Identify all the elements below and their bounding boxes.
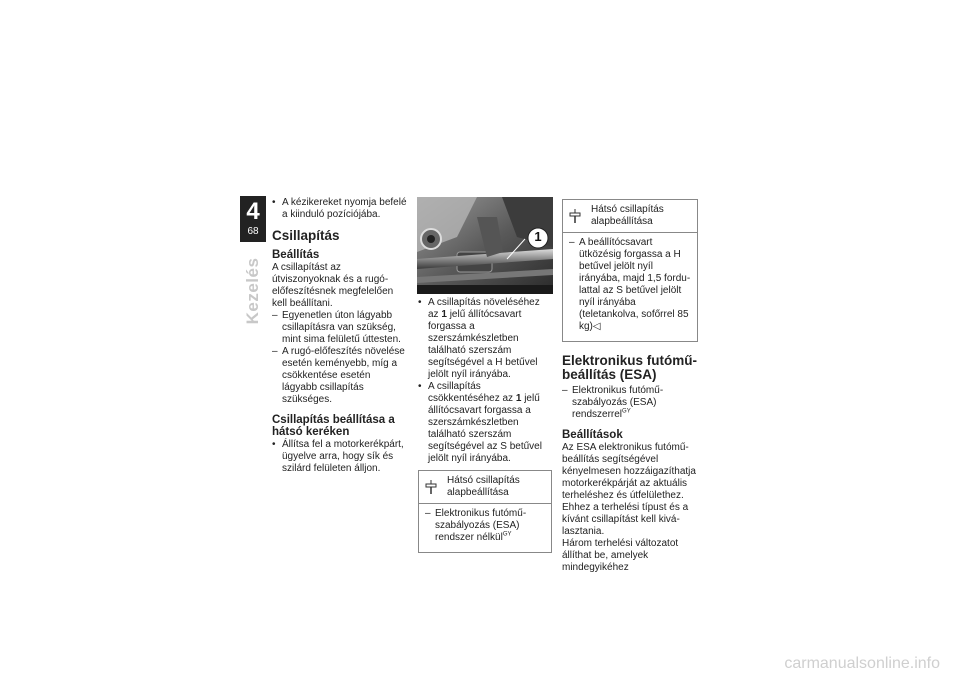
wrench-icon	[569, 204, 587, 228]
list-item: • A csillapítás növeléséhez az 1 jelű állítócsavart forgassa a szerszámkészletben található szerszám segítségével a H betűvel jelölt nyíl irányába.	[418, 297, 540, 380]
page-number: 68	[247, 226, 259, 237]
list-item: – Elektronikus futómű-szabályozás (ESA) rendszerrel$^{GY}$	[562, 385, 664, 420]
chapter-tab	[240, 196, 266, 242]
section-label-text: Kezelés	[243, 257, 262, 325]
heading-esa: Elektronikus futóműbeállítás (ESA)	[562, 353, 698, 382]
esa-paragraph: Az ESA elektronikus futómű-beállítás segítségével kényelmesen hozzáigazíthatja motorkerékpárját az aktuális terheléshez és útfelülethez. Ehhez a terhelési típust és a kívánt csillapítást kell kiválasztania.	[562, 442, 696, 537]
spec-box-header	[419, 471, 551, 504]
heading-rear-damping: Csillapítás beállítása a hátsó keréken	[272, 414, 395, 438]
spec-box-body	[419, 504, 551, 552]
photo-illustration	[417, 197, 553, 294]
spec-box-header	[563, 200, 697, 233]
column-3	[562, 199, 698, 574]
spec-box-title: Hátsó csillapítás alapbeállítása	[447, 475, 520, 498]
watermark: carmanualsonline.info	[784, 655, 940, 672]
list-item: • A csillapítás csökkentéséhez az 1 jelű állítócsavart forgassa a szerszámkészletben található szerszám segítségével az S betűvel jelölt nyíl irányába.	[418, 381, 542, 464]
callout-number: 1	[534, 229, 542, 244]
esa-paragraph-2: Három terhelési változatot állíthat be, amelyek mindegyikéhez	[562, 538, 679, 573]
list-item: – Elektronikus futómű-szabályozás (ESA) rendszer nélkül$^{GY}$	[425, 508, 527, 543]
spec-box	[562, 199, 698, 342]
heading-damping: Csillapítás	[272, 228, 340, 243]
intro-paragraph: A csillapítást az útviszonyoknak és a rugó-előfeszítésnek megfelelően kell beállítani.	[272, 262, 394, 309]
wrench-icon	[425, 475, 443, 499]
list-item: • Állítsa fel a motorkerékpárt, ügyelve arra, hogy sík és szilárd felületen álljon.	[272, 439, 404, 474]
heading-setting: Beállítás	[272, 249, 320, 261]
spec-box-title: Hátsó csillapítás alapbeállítása	[591, 204, 664, 227]
list-item: – A beállítócsavart ütközésig forgassa a H betűvel jelölt nyíl irányába, majd 1,5 fordulattal az S betűvel jelölt nyíl irányába (teletankolva, sofőrrel 85 kg)◁	[569, 237, 691, 332]
rear-shock-photo	[417, 197, 553, 294]
column-1	[272, 197, 408, 475]
heading-settings: Beállítások	[562, 429, 623, 441]
chapter-number: 4	[246, 198, 260, 225]
spec-box-body	[563, 233, 697, 341]
column-2	[418, 297, 552, 553]
end-mark-icon: ◁	[592, 321, 601, 332]
spec-box	[418, 470, 552, 553]
list-item: – Egyenetlen úton lágyabb csillapításra van szükség, mint sima felületű úttesten.	[272, 310, 401, 345]
list-item: • A kézikereket nyomja befelé a kiinduló pozíciójába.	[272, 197, 407, 220]
list-item: – A rugó-előfeszítés növelése esetén keményebb, míg a csökkentése esetén lágyabb csillapítás szükséges.	[272, 346, 405, 405]
section-label	[228, 256, 278, 326]
